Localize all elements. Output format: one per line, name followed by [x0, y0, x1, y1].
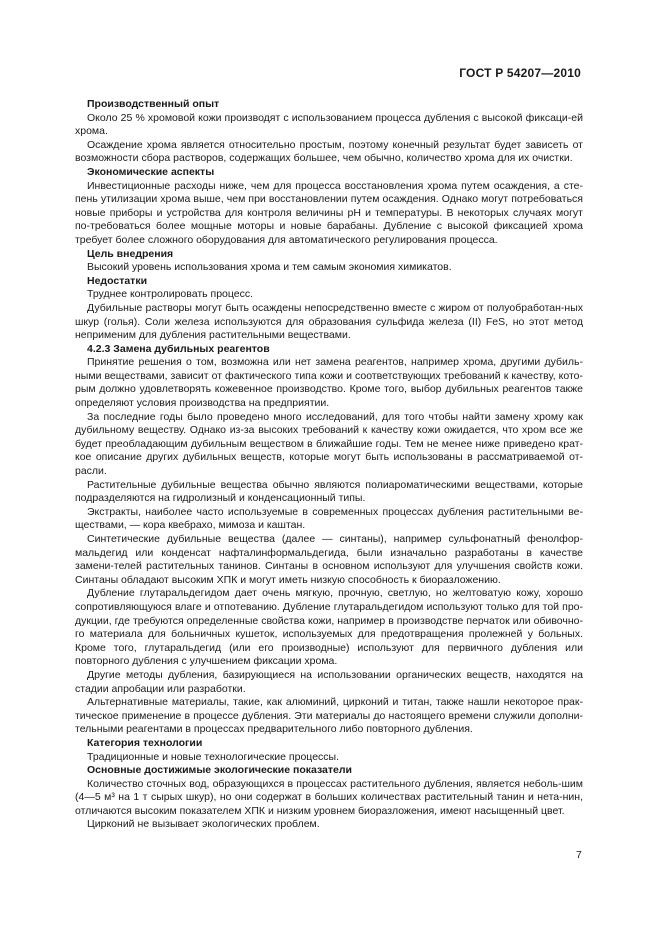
section-heading: Экономические аспекты — [87, 165, 215, 178]
body-paragraph: Альтернативные материалы, такие, как алюминий, цирконий и титан, также нашли некоторое прак-тическое применение в процессе дубления. Эти материалы до настоящего времени служили дополни-тельными реагентами в процессах предварительного либо повторного дубления. — [75, 696, 583, 736]
body-paragraph: Принятие решения о том, возможна или нет замена реагентов, например хрома, другими дубиль-ными веществами, зависит от фактического типа кожи и соответствующих требований к качеству, кото-рым должно удовлетворять кожевенное производство. Кроме того, выбор дубильных реагентов также определяют условия производства на предприятии. — [75, 356, 583, 410]
section-heading: Основные достижимые экологические показатели — [87, 764, 353, 777]
body-paragraph: Труднее контролировать процесс. — [87, 288, 254, 301]
body-paragraph: Осаждение хрома является относительно простым, поэтому конечный результат будет зависеть от возможности сбора растворов, содержащих большее, чем обычно, количество хрома для их очистки. — [75, 138, 583, 165]
subsection-heading: 4.2.3 Замена дубильных реагентов — [87, 342, 270, 355]
body-paragraph: Традиционные и новые технологические процессы. — [87, 750, 339, 763]
body-paragraph: Дубление глутаральдегидом дает очень мягкую, прочную, светлую, но желтоватую кожу, хорошо сопротивляющуюся влаге и отпотеванию. Дубление глутаральдегидом используют только для той про-дукции, где требуются определенные свойства кожи, например в производстве перчаток или обивочно-го материала для больничных кушеток, используемых для предотвращения пролежней у больных. Кроме того, глутаральдегид (или его производные) используют для первичного дубления или повторного дубления с улучшением фиксации хрома. — [75, 587, 583, 668]
body-paragraph: Синтетические дубильные вещества (далее — синтаны), например сульфонатный фенолфор-мальдегид или конденсат нафталинформальдегида, были изначально разработаны в качестве замени-телей растительных танинов. Синтаны в основном используют для улучшения свойств кожи. Синтаны обладают высоким ХПК и могут иметь низкую способность к биоразложению. — [75, 533, 583, 586]
body-paragraph: Высокий уровень использования хрома и тем самым экономия химикатов. — [87, 261, 452, 274]
document-code: ГОСТ Р 54207—2010 — [459, 66, 581, 80]
page-body — [75, 98, 583, 832]
body-paragraph: Цирконий не вызывает экологических проблем. — [87, 818, 320, 831]
body-paragraph: За последние годы было проведено много исследований, для того чтобы найти замену хрому как дубильному веществу. Однако из-за высоких требований к качеству кожи ожидается, что хром все же будет преобладающим дубильным веществом в ближайшие годы. Тем не менее ниже приведено крат-кое описание других дубильных веществ, которые могут быть использованы в рассматриваемой от-расли. — [75, 410, 583, 478]
section-heading: Цель внедрения — [87, 247, 174, 260]
body-paragraph: Около 25 % хромовой кожи производят с использованием процесса дубления с высокой фиксаци-ей хрома. — [75, 111, 583, 138]
body-paragraph: Инвестиционные расходы ниже, чем для процесса восстановления хрома путем осаждения, а сте-пень утилизации хрома выше, чем при восстановлении путем осаждения. Однако могут потребоваться новые приборы и устройства для контроля величины pH и температуры. В некоторых случаях могут по-требоваться более мощные моторы и новые барабаны. Дубление с высокой фиксацией хрома требует более сложного оборудования для автоматического регулирования процесса. — [75, 179, 583, 246]
section-heading: Категория технологии — [87, 736, 203, 749]
body-paragraph: Другие методы дубления, базирующиеся на использовании органических веществ, находятся на стадии апробации или разработки. — [75, 668, 583, 695]
section-heading: Недостатки — [87, 274, 148, 287]
page-number: 7 — [576, 849, 582, 861]
body-paragraph: Количество сточных вод, образующихся в процессах растительного дубления, является неболь-шим (4—5 м³ на 1 т сырых шкур), но они содержат в больших количествах растительный танин и нета-нин, отличаются высоким показателем ХПК и низким уровнем биоразложения, имеют насыщенный цвет. — [75, 777, 583, 817]
body-paragraph: Экстракты, наиболее часто используемые в современных процессах дубления растительными ве-ществами, — кора квебрахо, мимоза и каштан. — [75, 505, 583, 532]
body-paragraph: Растительные дубильные вещества обычно являются полиароматическими веществами, которые подразделяются на гидролизный и конденсационный типы. — [75, 478, 583, 505]
body-paragraph: Дубильные растворы могут быть осаждены непосредственно вместе с жиром от полуобработан-ных шкур (голья). Соли железа используются для образования сульфида железа (II) FeS, но этот метод неприменим для дубления растительными веществами. — [75, 301, 583, 342]
section-heading: Производственный опыт — [87, 98, 220, 110]
